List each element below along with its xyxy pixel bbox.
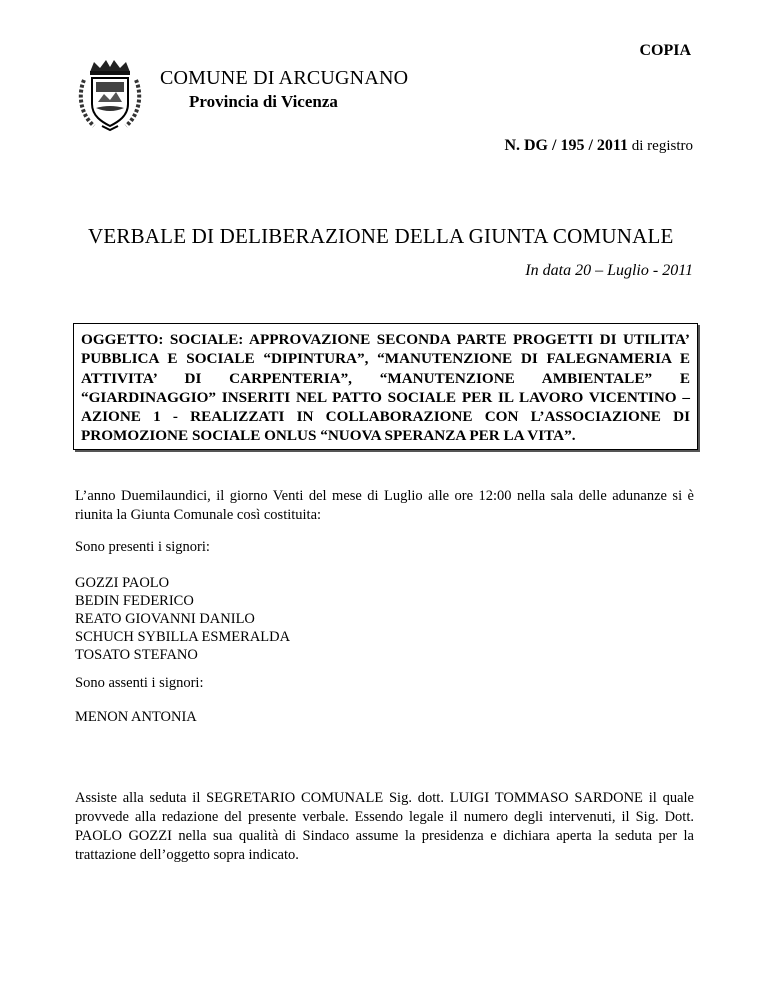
presente-name: REATO GIOVANNI DANILO	[75, 611, 255, 627]
oggetto-box: OGGETTO: SOCIALE: APPROVAZIONE SECONDA PARTE PROGETTI DI UTILITA’ PUBBLICA E SOCIALE “DIPINTURA”, “MANUTENZIONE DI FALEGNAMERIA E ATTIVITA’ DI CARPENTERIA”, “MANUTENZIONE AMBIENTALE” E “GIARDINAGGIO” INSERITI NEL PATTO SOCIALE PER IL LAVORO VICENTINO – AZIONE 1 - REALIZZATI IN COLLABORAZIONE CON L’ASSOCIAZIONE DI PROMOZIONE SOCIALE ONLUS “NUOVA SPERANZA PER LA VITA”.	[73, 323, 698, 450]
assenti-label: Sono assenti i signori:	[75, 675, 204, 691]
registro-code: N. DG / 195 / 2011	[504, 137, 628, 154]
assente-name: MENON ANTONIA	[75, 709, 197, 725]
registro-suffix: di registro	[631, 138, 693, 154]
coat-of-arms-icon	[76, 58, 144, 132]
document-date: In data 20 – Luglio - 2011	[525, 262, 693, 279]
presente-name: BEDIN FEDERICO	[75, 593, 194, 609]
intro-paragraph: L’anno Duemilaundici, il giorno Venti del mese di Luglio alle ore 12:00 nella sala delle adunanze si è riunita la Giunta Comunale così costituita:	[75, 488, 694, 523]
copia-label: COPIA	[639, 42, 691, 59]
closing-paragraph: Assiste alla seduta il SEGRETARIO COMUNALE Sig. dott. LUIGI TOMMASO SARDONE il quale provvede alla redazione del presente verbale. Essendo legale il numero degli intervenuti, il Sig. Dott. PAOLO GOZZI nella sua qualità di Sindaco assume la presidenza e dichiara aperta la seduta per la trattazione dell’oggetto sopra indicato.	[75, 790, 694, 863]
presente-name: GOZZI PAOLO	[75, 575, 170, 591]
presenti-label: Sono presenti i signori:	[75, 539, 210, 555]
presenti-list	[75, 574, 290, 664]
comune-name: COMUNE DI ARCUGNANO	[160, 67, 409, 89]
provincia-name: Provincia di Vicenza	[189, 92, 338, 111]
presente-name: SCHUCH SYBILLA ESMERALDA	[75, 629, 291, 645]
document-title: VERBALE DI DELIBERAZIONE DELLA GIUNTA COMUNALE	[88, 224, 674, 248]
registro-number	[504, 137, 693, 155]
presente-name: TOSATO STEFANO	[75, 647, 198, 663]
